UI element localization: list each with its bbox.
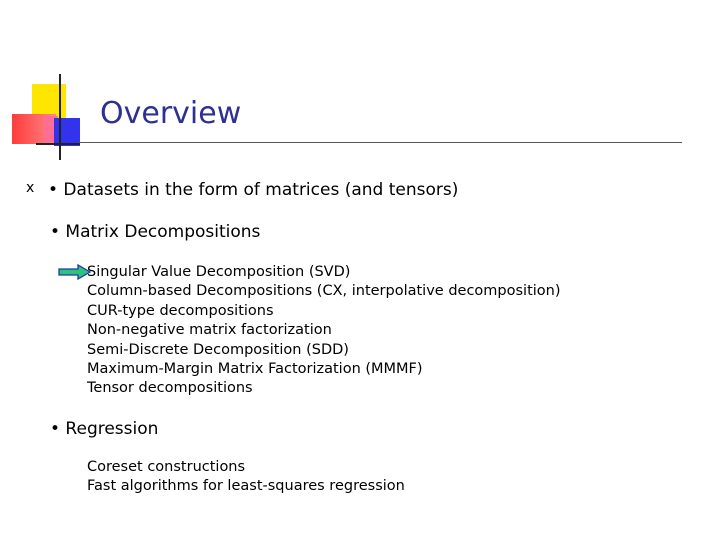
bullet-datasets: • Datasets in the form of matrices (and tensors) (48, 180, 459, 200)
list-item: Semi-Discrete Decomposition (SDD) (87, 341, 349, 358)
list-item: Tensor decompositions (87, 380, 253, 397)
regression-list (87, 458, 405, 497)
list-item: Coreset constructions (87, 459, 246, 475)
cross-mark: x (26, 180, 35, 196)
list-item: Singular Value Decomposition (SVD) (87, 264, 351, 280)
list-item: Column-based Decompositions (CX, interpolative decomposition) (87, 283, 561, 300)
list-item: Maximum-Margin Matrix Factorization (MMMF) (87, 361, 423, 378)
slide-title: Overview (100, 96, 242, 131)
bullet-matrix-decompositions: • Matrix Decompositions (50, 222, 261, 242)
list-item: CUR-type decompositions (87, 302, 274, 319)
logo-vertical-line (59, 74, 61, 160)
bullet-regression: • Regression (50, 419, 159, 439)
logo-blue-square (54, 118, 80, 146)
list-item: Fast algorithms for least-squares regression (87, 478, 405, 495)
list-item: Non-negative matrix factorization (87, 322, 332, 339)
title-underline (78, 142, 682, 143)
decompositions-list (87, 263, 561, 399)
logo-horizontal-line (36, 143, 80, 145)
